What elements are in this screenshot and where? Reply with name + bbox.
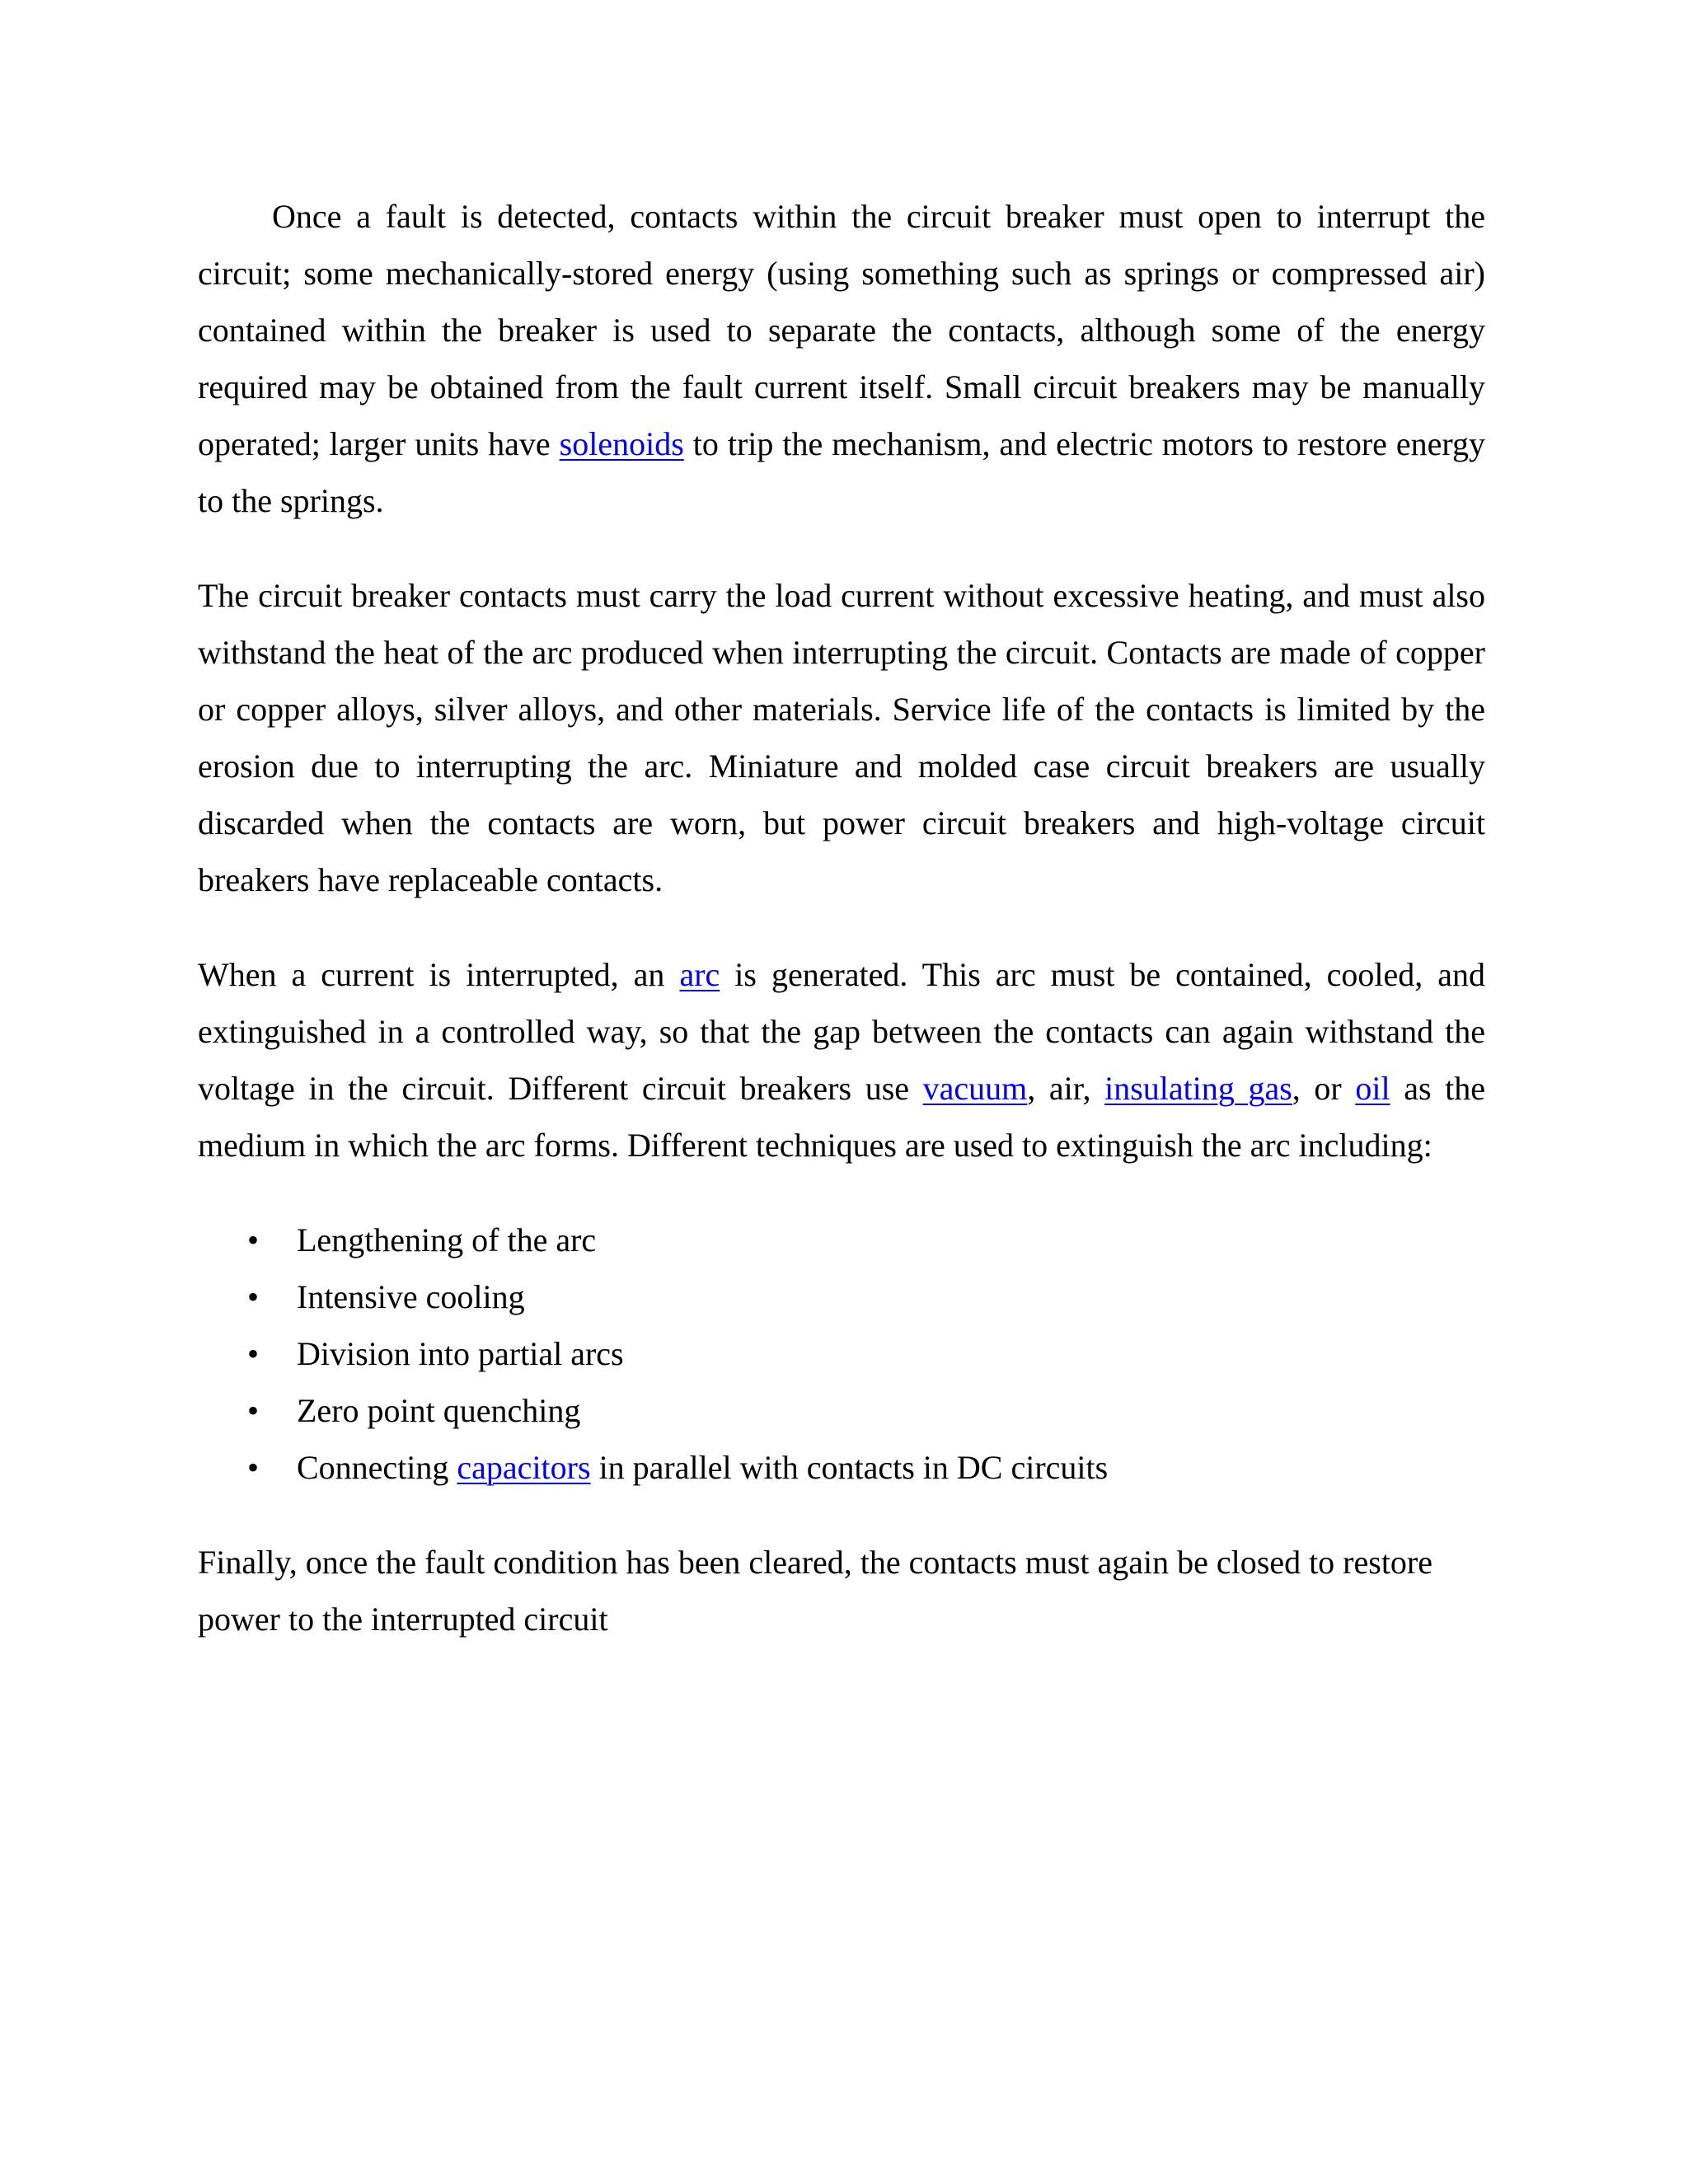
list-item <box>198 1382 1485 1439</box>
bullet-icon: • <box>247 1221 260 1258</box>
bullet-icon: • <box>247 1449 260 1486</box>
bullet-icon: • <box>247 1392 260 1429</box>
bullet-icon: • <box>247 1278 260 1315</box>
paragraph-text: When a current is interrupted, an <box>198 956 680 993</box>
paragraph-text: , air, <box>1027 1070 1105 1107</box>
link-capacitors[interactable]: capacitors <box>457 1449 591 1486</box>
list-item <box>198 1325 1485 1382</box>
list-item-text: Intensive cooling <box>297 1278 525 1315</box>
list-item <box>198 1268 1485 1325</box>
paragraph-text: as the medium in which the arc forms. Different techniques are used to extinguish the arc including: <box>198 1070 1486 1164</box>
paragraph-text: Once a fault is detected, contacts within the circuit breaker must open to interrupt the circuit; some mechanically-stored energy (using something such as springs or compressed air) contained within the breaker is used to separate the contacts, although some of the energy required may be obtained from the fault current itself. Small circuit breakers may be manually operated; larger units have <box>198 198 1485 462</box>
paragraph-text: is generated. This arc must be contained, cooled, and extinguished in a controlled way, so that the gap between the contacts can again withstand the voltage in the circuit. Different circuit breakers use <box>198 956 1485 1107</box>
list-item-text: Connecting <box>297 1449 457 1486</box>
paragraph-text: , or <box>1292 1070 1356 1107</box>
list-item <box>198 1212 1485 1268</box>
link-insulating-gas[interactable]: insulating gas <box>1104 1070 1292 1107</box>
paragraph-text: to trip the mechanism, and electric motors to restore energy to the springs. <box>198 425 1485 519</box>
link-vacuum[interactable]: vacuum <box>922 1070 1028 1107</box>
paragraph-text: The circuit breaker contacts must carry the load current without excessive heating, and must also withstand the heat of the arc produced when interrupting the circuit. Contacts are made of copper or copper alloys, silver alloys, and other materials. Service life of the contacts is limited by the erosion due to interrupting the arc. Miniature and molded case circuit breakers are usually discarded when the contacts are worn, but power circuit breakers and high-voltage circuit breakers have replaceable contacts. <box>198 577 1485 898</box>
list-item-text: Zero point quenching <box>297 1392 581 1429</box>
list-item <box>198 1439 1485 1496</box>
paragraph-text: Finally, once the fault condition has been cleared, the contacts must again be closed to restore power to the interrupted circuit <box>198 1544 1433 1638</box>
list-item-text: Lengthening of the arc <box>297 1221 597 1258</box>
arc-techniques-list <box>198 1212 1485 1496</box>
link-arc[interactable]: arc <box>679 956 720 993</box>
bullet-icon: • <box>247 1335 260 1372</box>
list-item-text: in parallel with contacts in DC circuits <box>590 1449 1109 1486</box>
paragraph-finally <box>198 1534 1485 1647</box>
paragraph-fault-detection <box>198 188 1485 529</box>
link-oil[interactable]: oil <box>1355 1070 1390 1107</box>
link-solenoids[interactable]: solenoids <box>559 425 684 462</box>
paragraph-arc <box>198 946 1485 1174</box>
list-item-text: Division into partial arcs <box>297 1335 624 1372</box>
document-body <box>198 188 1485 1685</box>
paragraph-contacts <box>198 567 1485 908</box>
